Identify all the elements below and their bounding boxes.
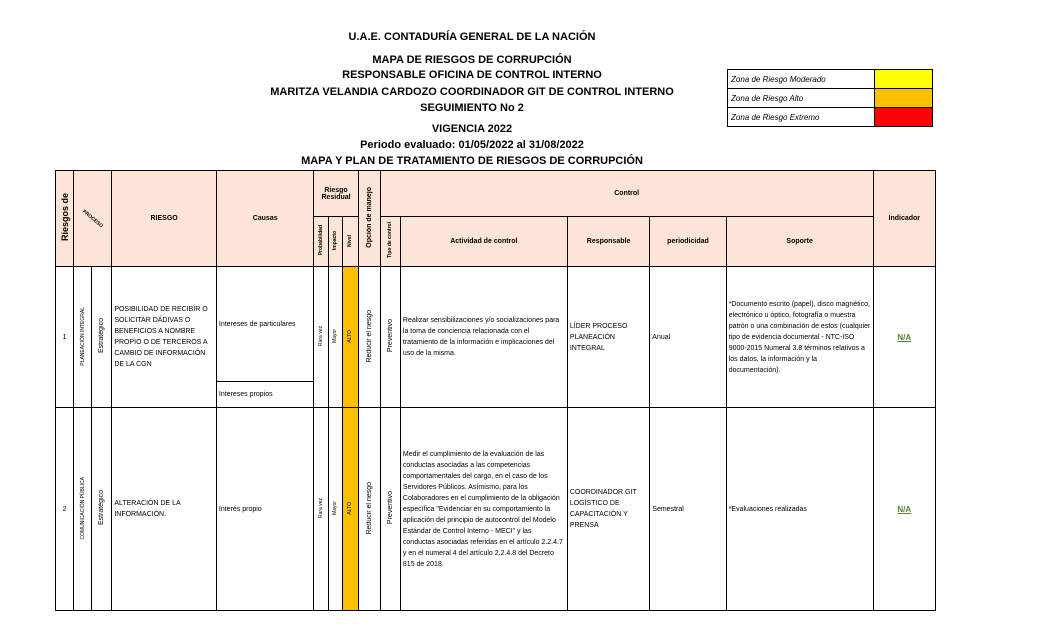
map-title: MAPA DE RIESGOS DE CORRUPCIÓN (372, 54, 572, 66)
row-causa: Interés propio (216, 408, 314, 611)
legend-swatch-red (875, 108, 933, 127)
row-opcion-label: Reducir el riesgo (365, 309, 373, 363)
row-responsable: COORDINADOR GIT LOGÍSTICO DE CAPACITACIÓN Y PRENSA (567, 408, 649, 611)
entity-title: U.A.E. CONTADURÍA GENERAL DE LA NACIÓN (348, 31, 596, 43)
row-proceso (74, 267, 92, 408)
row-nivel-label: ALTO (347, 329, 354, 343)
header-periodicidad: periodicidad (650, 217, 726, 267)
header-riesgos-de (56, 171, 74, 267)
row-probabilidad-label: Rara vez (317, 497, 324, 518)
indicador-link[interactable]: N/A (897, 332, 912, 342)
header-tipo-control-label: Tipo de control (387, 222, 394, 259)
legend-swatch-yellow (875, 70, 933, 89)
vigencia: VIGENCIA 2022 (431, 123, 513, 135)
evaluated-period: Periodo evaluado: 01/05/2022 al 31/08/2022 (360, 139, 584, 151)
row-nivel (342, 267, 358, 408)
legend-swatch-orange (875, 89, 933, 108)
row-clase-label: Estratégico (98, 318, 106, 354)
header-riesgo: RIESGO (112, 171, 217, 267)
row-actividad: Realizar sensibilizaciones y/o socializaciones para la toma de conciencia relacionada con el tratamiento de la información e implicaciones del uso de la misma. (400, 267, 567, 408)
risk-map-table (55, 170, 936, 611)
header-responsable: Responsable (567, 217, 649, 267)
row-tipo (380, 267, 400, 408)
row-responsable: LÍDER PROCESO PLANEACIÓN INTEGRAL (567, 267, 649, 408)
table-row (56, 267, 936, 382)
row-riesgo: POSIBILIDAD DE RECIBIR O SOLICITAR DÁDIVAS O BENEFICIOS A NOMBRE PROPIO O DE TERCEROS A CAMBIO DE INFORMACIÓN DE LA CGN (112, 267, 217, 408)
header-indicador: Indicador (873, 171, 935, 267)
legend-label: Zona de Riesgo Alto (728, 89, 875, 108)
header-probabilidad-label: Probabilidad (317, 225, 324, 256)
row-proceso-label: COMUNICACIÓN PÚBLICA (79, 476, 86, 540)
legend-row-moderado (728, 70, 933, 89)
header-actividad: Actividad de control (400, 217, 567, 267)
row-tipo (380, 408, 400, 611)
row-soporte: *Evaluaciones realizadas (726, 408, 873, 611)
header-opcion-manejo-label: Opción de manejo (365, 187, 373, 248)
header-impacto-label: Impacto (332, 230, 339, 251)
row-clase (92, 267, 112, 408)
row-impacto (328, 408, 342, 611)
legend-row-alto (728, 89, 933, 108)
row-nivel (342, 408, 358, 611)
legend-label: Zona de Riesgo Moderado (728, 70, 875, 89)
row-impacto (328, 267, 342, 408)
row-clase (92, 408, 112, 611)
header-nivel (342, 217, 358, 267)
header-proceso (74, 171, 112, 267)
header-opcion-manejo (358, 171, 380, 267)
row-indicador (873, 267, 935, 408)
row-opcion (358, 267, 380, 408)
header-riesgo-residual: Riesgo Residual (314, 171, 358, 217)
header-riesgos-de-label: Riesgos de (59, 193, 70, 242)
header-nivel-label: Nivel (347, 234, 354, 247)
row-nivel-label: ALTO (347, 501, 354, 515)
plan-title: MAPA Y PLAN DE TRATAMIENTO DE RIESGOS DE CORRUPCIÓN (301, 155, 643, 167)
row-impacto-label: Mayor (332, 501, 339, 515)
header-control: Control (380, 171, 873, 217)
legend-row-extremo (728, 108, 933, 127)
row-proceso-label: PLANEACIÓN INTEGRAL (79, 306, 86, 366)
legend-label: Zona de Riesgo Extremo (728, 108, 875, 127)
row-tipo-label: Preventivo (386, 319, 394, 353)
row-periodicidad: Anual (650, 267, 726, 408)
followup-number: SEGUIMIENTO No 2 (420, 102, 524, 114)
header-impacto (328, 217, 342, 267)
row-indicador (873, 408, 935, 611)
table-row (56, 408, 936, 611)
row-impacto-label: Mayor (332, 329, 339, 343)
row-number: 1 (56, 267, 74, 408)
row-tipo-label: Preventivo (386, 491, 394, 525)
row-periodicidad: Semestral (650, 408, 726, 611)
row-riesgo: ALTERACIÓN DE LA INFORMACIÓN. (112, 408, 217, 611)
responsible-office: RESPONSABLE OFICINA DE CONTROL INTERNO (342, 69, 602, 81)
row-opcion (358, 408, 380, 611)
row-probabilidad-label: Rara vez (317, 325, 324, 346)
risk-zone-legend (727, 69, 933, 127)
row-actividad: Medir el cumplimiento de la evaluación de las conductas asociadas a las competencias comportamentales del cargo, en el caso de los Servidores Públicos. Asímismo, para los Colaboradores en el cumplimiento de la obligación específica "Evidenciar en su comportamiento la aplicación del principio de autocontrol del Modelo Estándar de Control Interno - MECI" y las conductas asociadas referidas en el artículo 2.2.4.7 y en el numeral 4 del artículo 2.2.4.8 del Decreto 815 de 2018. (400, 408, 567, 611)
row-probabilidad (314, 408, 328, 611)
row-probabilidad (314, 267, 328, 408)
header-proceso-label: PROCESO (81, 208, 105, 230)
row-opcion-label: Reducir el riesgo (365, 481, 373, 535)
header-probabilidad (314, 217, 328, 267)
row-soporte: *Documento escrito (papel), disco magnético, electrónico u óptico, fotografía o muestra patrón o una combinación de estos (cualquier tipo de evidencia documental - NTC-ISO 9000-2015 Numeral 3.8 términos relativos a los datos, la información y la documentación). (726, 267, 873, 408)
header-causas: Causas (216, 171, 314, 267)
row-causa: Intereses propios (216, 382, 314, 408)
header-tipo-control (380, 217, 400, 267)
row-causa: Intereses de particulares (216, 267, 314, 382)
row-proceso (74, 408, 92, 611)
coordinator-name: MARITZA VELANDIA CARDOZO COORDINADOR GIT DE CONTROL INTERNO (270, 86, 674, 98)
header-soporte: Soporte (726, 217, 873, 267)
indicador-link[interactable]: N/A (897, 504, 912, 514)
row-clase-label: Estratégico (98, 490, 106, 526)
row-number: 2 (56, 408, 74, 611)
